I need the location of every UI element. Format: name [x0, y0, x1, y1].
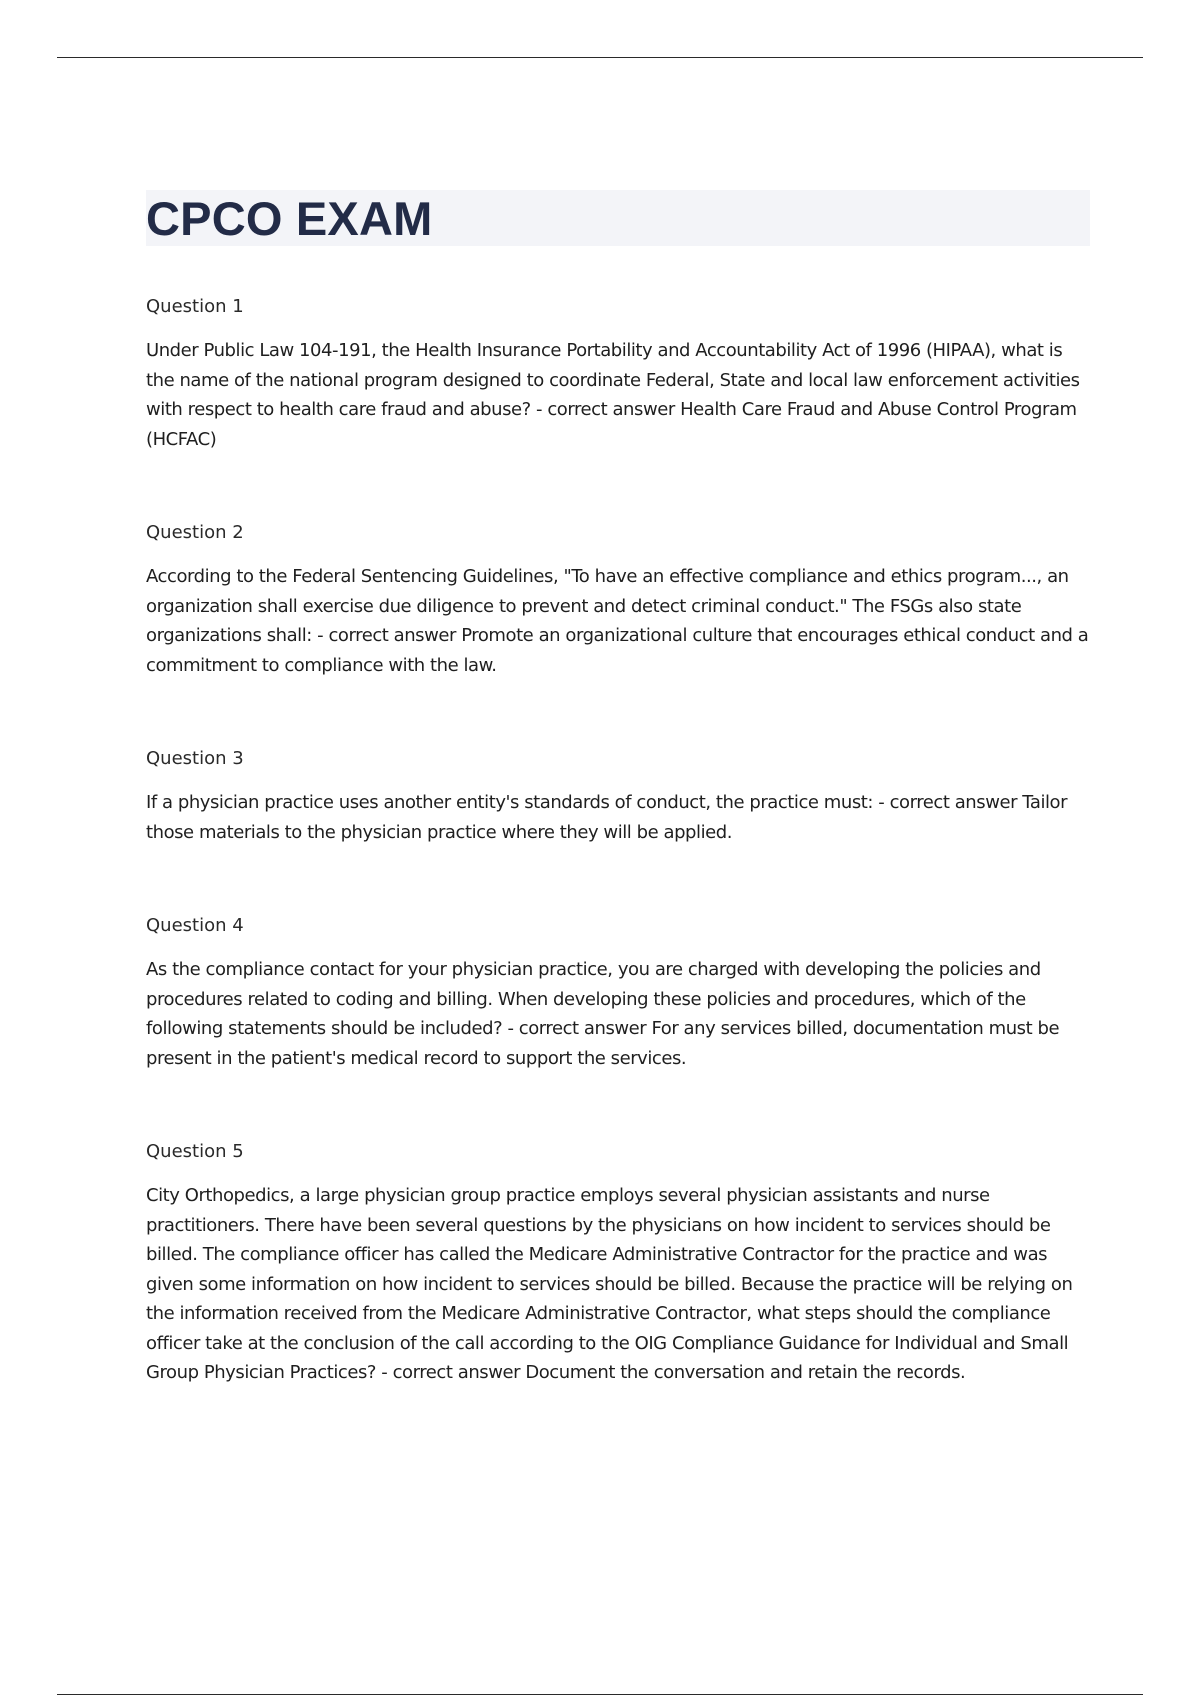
question-heading: Question 1: [146, 296, 244, 317]
page-bottom-rule: [57, 1694, 1143, 1695]
document-title: CPCO EXAM: [146, 191, 433, 245]
question-heading: Question 2: [146, 522, 244, 543]
question-item: [146, 292, 1090, 454]
question-item: [146, 744, 1090, 847]
page-top-rule: [57, 57, 1143, 58]
question-text: As the compliance contact for your physician practice, you are charged with developing the policies and procedures related to coding and billing. When developing these policies and procedures, which of the following statements should be included? - correct answer For any services billed, documentation must be present in the patient's medical record to support the services.: [146, 959, 1060, 1069]
question-text: If a physician practice uses another entity's standards of conduct, the practice must: - correct answer Tailor those materials to the physician practice where they will be applied.: [146, 792, 1068, 843]
question-heading: Question 4: [146, 915, 244, 936]
question-text: City Orthopedics, a large physician group practice employs several physician assistants and nurse practitioners. There have been several questions by the physicians on how incident to services should be billed. The compliance officer has called the Medicare Administrative Contractor for the practice and was given some information on how incident to services should be billed. Because the practice will be relying on the information received from the Medicare Administrative Contractor, what steps should the compliance officer take at the conclusion of the call according to the OIG Compliance Guidance for Individual and Small Group Physician Practices? - correct answer Document the conversation and retain the records.: [146, 1185, 1073, 1383]
question-list: [146, 292, 1090, 1388]
document-content: [146, 190, 1090, 1452]
question-text: Under Public Law 104-191, the Health Insurance Portability and Accountability Act of 1996 (HIPAA), what is the name of the national program designed to coordinate Federal, State and local law enforcement activities with respect to health care fraud and abuse? - correct answer Health Care Fraud and Abuse Control Program (HCFAC): [146, 340, 1080, 450]
question-item: [146, 1137, 1090, 1388]
question-text: According to the Federal Sentencing Guidelines, "To have an effective compliance and ethics program..., an organization shall exercise due diligence to prevent and detect criminal conduct." The FSGs also state organizations shall: - correct answer Promote an organizational culture that encourages ethical conduct and a commitment to compliance with the law.: [146, 566, 1089, 676]
question-item: [146, 911, 1090, 1073]
title-band: [146, 190, 1090, 246]
question-heading: Question 3: [146, 748, 244, 769]
question-item: [146, 518, 1090, 680]
question-heading: Question 5: [146, 1141, 244, 1162]
